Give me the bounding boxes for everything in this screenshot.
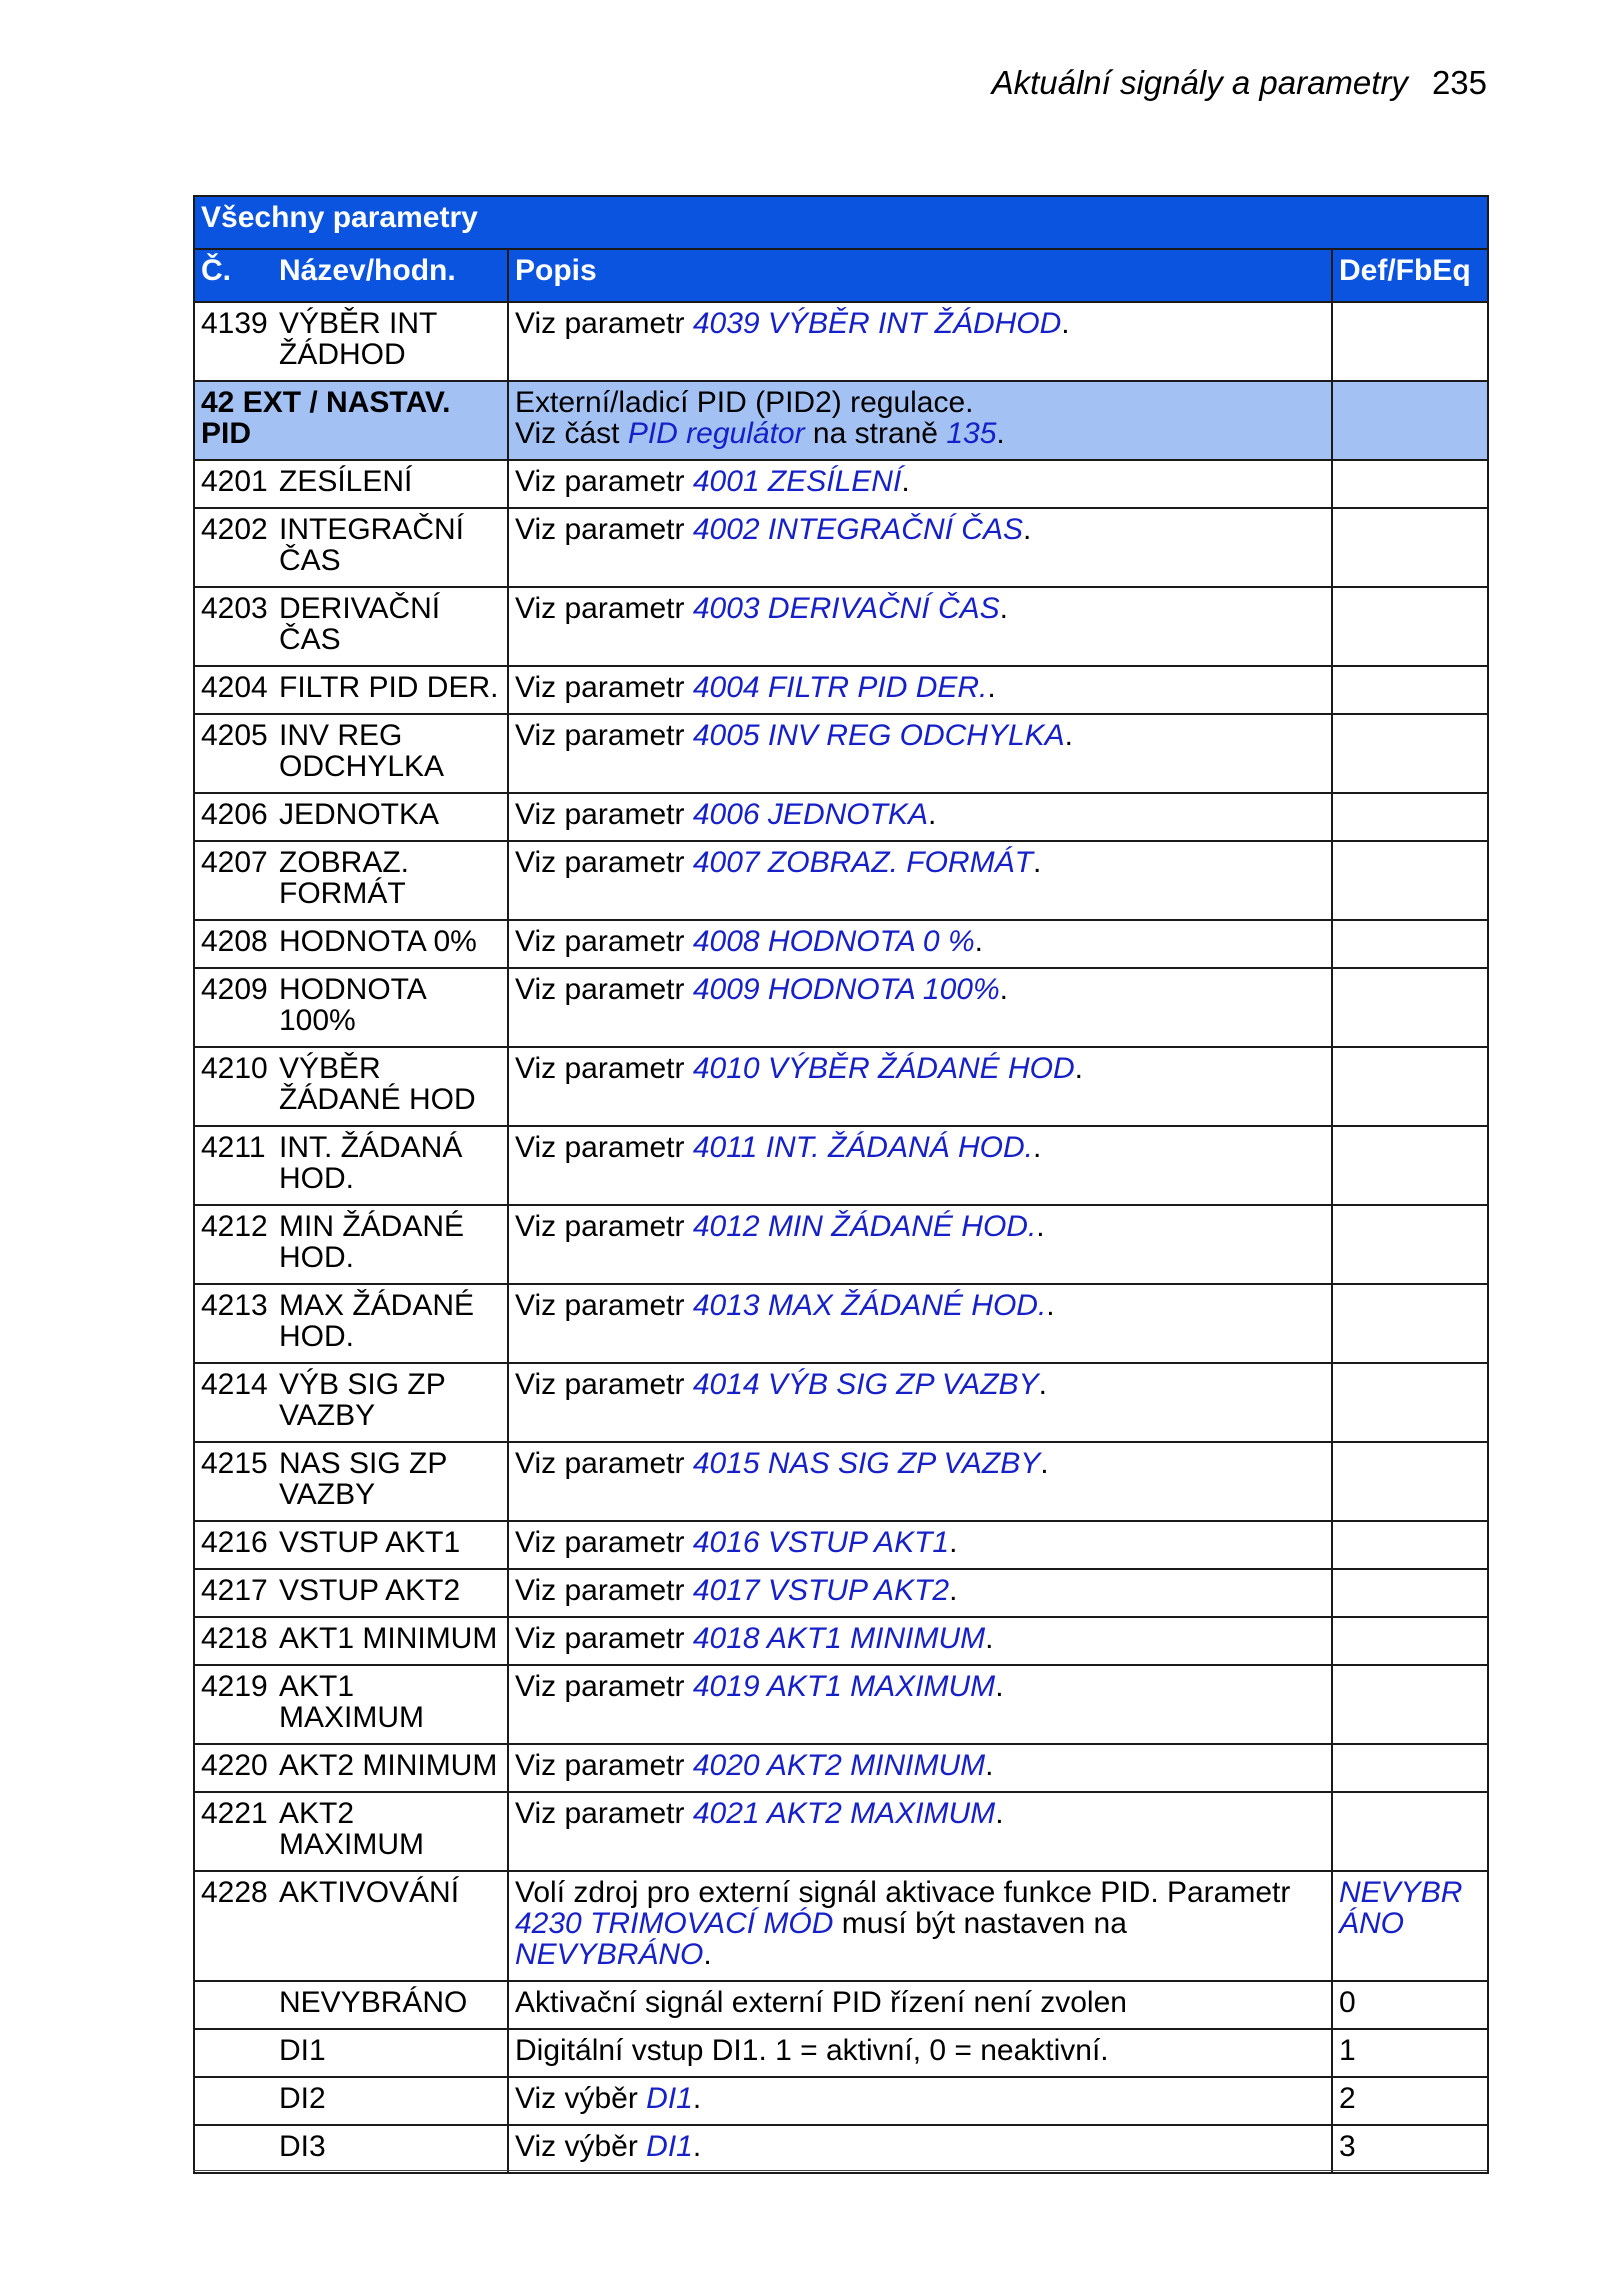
page-number: 235 (1431, 64, 1487, 101)
table-row (194, 841, 1488, 920)
parameter-description (508, 2125, 1332, 2173)
parameter-number: 4202 (194, 508, 279, 587)
default-value (1332, 1047, 1488, 1126)
parameter-name: AKT2 MAXIMUM (279, 1792, 508, 1871)
description-text: . (995, 1797, 1004, 1830)
table-row (194, 1047, 1488, 1126)
description-text: . (999, 592, 1008, 625)
parameter-name: AKT2 MINIMUM (279, 1744, 508, 1792)
description-text: . (1061, 307, 1070, 340)
parameter-description (508, 666, 1332, 714)
group-description (508, 381, 1332, 460)
description-text: . (1032, 846, 1042, 879)
cross-reference-link[interactable]: 4017 VSTUP AKT2 (692, 1574, 950, 1607)
table-row (194, 1665, 1488, 1744)
parameter-description (508, 920, 1332, 968)
cross-reference-link[interactable]: 4002 INTEGRAČNÍ ČAS (692, 513, 1023, 546)
table-row (194, 2125, 1488, 2173)
default-value (1332, 793, 1488, 841)
table-row (194, 1617, 1488, 1665)
parameter-description (508, 508, 1332, 587)
default-value (1332, 1442, 1488, 1521)
default-value (1332, 1665, 1488, 1744)
cross-reference-link[interactable]: 4039 VÝBĚR INT ŽÁDHOD (692, 307, 1062, 340)
parameter-number: 4217 (194, 1569, 279, 1617)
description-text: Viz parametr (515, 465, 693, 498)
parameter-description (508, 460, 1332, 508)
description-text: . (987, 671, 996, 704)
parameter-number: 4209 (194, 968, 279, 1047)
description-text: . (985, 1622, 994, 1655)
parameter-name: ZESÍLENÍ (279, 460, 508, 508)
parameter-description (508, 1521, 1332, 1569)
footer-rule (193, 2170, 1487, 2171)
parameter-name: DI3 (279, 2125, 508, 2173)
cross-reference-link[interactable]: 4011 INT. ŽÁDANÁ HOD. (692, 1131, 1033, 1164)
default-value (1332, 1617, 1488, 1665)
group-description-line: Externí/ladicí PID (PID2) regulace. (515, 386, 974, 419)
parameter-description (508, 1284, 1332, 1363)
parameter-name: INTEGRAČNÍ ČAS (279, 508, 508, 587)
cross-reference-link[interactable]: 4006 JEDNOTKA (692, 798, 928, 831)
description-text: . (985, 1749, 994, 1782)
parameter-number (194, 2029, 279, 2077)
table-row (194, 793, 1488, 841)
description-text: Viz parametr (515, 719, 693, 752)
parameter-name: MIN ŽÁDANÉ HOD. (279, 1205, 508, 1284)
description-text: Viz parametr (515, 1052, 693, 1085)
parameter-description (508, 1665, 1332, 1744)
parameter-name: DERIVAČNÍ ČAS (279, 587, 508, 666)
default-value (1332, 1569, 1488, 1617)
parameter-description (508, 1871, 1332, 1981)
description-text: Viz výběr (515, 2130, 647, 2163)
parameter-description (508, 587, 1332, 666)
cross-reference-link[interactable]: 4016 VSTUP AKT1 (692, 1526, 950, 1559)
description-text: . (901, 465, 910, 498)
table-row (194, 666, 1488, 714)
cross-reference-link[interactable]: 4013 MAX ŽÁDANÉ HOD. (692, 1289, 1047, 1322)
parameter-number: 4206 (194, 793, 279, 841)
description-text: Viz parametr (515, 1526, 693, 1559)
parameter-description (508, 302, 1332, 381)
parameter-name: NAS SIG ZP VAZBY (279, 1442, 508, 1521)
parameter-description (508, 714, 1332, 793)
default-value: 3 (1332, 2125, 1488, 2173)
description-text: Viz parametr (515, 925, 693, 958)
parameter-description (508, 1792, 1332, 1871)
default-value (1332, 920, 1488, 968)
parameter-number: 4203 (194, 587, 279, 666)
table-group-row (194, 381, 1488, 460)
page-reference-link[interactable]: 135 (946, 417, 997, 450)
description-text: Viz část (515, 417, 628, 450)
parameter-description (508, 1047, 1332, 1126)
description-text: . (1032, 1131, 1042, 1164)
parameter-description (508, 2077, 1332, 2125)
default-value-link[interactable]: NEVYBRÁNO (1339, 1876, 1463, 1940)
table-row (194, 1284, 1488, 1363)
parameter-name: DI1 (279, 2029, 508, 2077)
default-value (1332, 714, 1488, 793)
cross-reference-link[interactable]: 4009 HODNOTA 100% (692, 973, 1000, 1006)
parameter-number: 4201 (194, 460, 279, 508)
description-text: Viz parametr (515, 846, 693, 879)
parameter-name: VSTUP AKT1 (279, 1521, 508, 1569)
default-value (1332, 1744, 1488, 1792)
parameter-number: 4221 (194, 1792, 279, 1871)
table-row (194, 1442, 1488, 1521)
parameter-name: AKT1 MINIMUM (279, 1617, 508, 1665)
table-title: Všechny parametry (194, 196, 1488, 249)
description-text: . (1040, 1447, 1049, 1480)
description-text: . (927, 798, 937, 831)
default-value (1332, 1792, 1488, 1871)
default-value (1332, 587, 1488, 666)
cross-reference-link[interactable]: 4014 VÝB SIG ZP VAZBY (692, 1368, 1039, 1401)
description-text: . (995, 1670, 1004, 1703)
parameter-name: AKT1 MAXIMUM (279, 1665, 508, 1744)
cross-reference-link[interactable]: 4019 AKT1 MAXIMUM (692, 1670, 996, 1703)
description-text: Viz parametr (515, 1574, 693, 1607)
cross-reference-link[interactable]: DI1 (646, 2082, 693, 2115)
parameter-description (508, 793, 1332, 841)
table-row (194, 2077, 1488, 2125)
description-text: . (1022, 513, 1032, 546)
table-row (194, 1744, 1488, 1792)
parameter-description (508, 968, 1332, 1047)
default-value: 0 (1332, 1981, 1488, 2029)
table-row (194, 508, 1488, 587)
parameter-name: VSTUP AKT2 (279, 1569, 508, 1617)
cross-reference-link[interactable]: 4021 AKT2 MAXIMUM (692, 1797, 996, 1830)
parameter-number: 4214 (194, 1363, 279, 1442)
table-row (194, 1792, 1488, 1871)
table-row (194, 1871, 1488, 1981)
cross-reference-link[interactable]: 4003 DERIVAČNÍ ČAS (692, 592, 1000, 625)
parameter-description (508, 1744, 1332, 1792)
description-text: Viz parametr (515, 671, 693, 704)
default-cell (1332, 381, 1488, 460)
description-text: . (703, 1938, 712, 1971)
parameter-name: VÝBĚR ŽÁDANÉ HOD (279, 1047, 508, 1126)
parameter-description (508, 1442, 1332, 1521)
parameter-name: DI2 (279, 2077, 508, 2125)
description-text: . (974, 925, 983, 958)
default-value (1332, 841, 1488, 920)
parameter-number: 4216 (194, 1521, 279, 1569)
description-text: . (1074, 1052, 1083, 1085)
parameters-table (193, 195, 1489, 2174)
description-text: . (1038, 1368, 1047, 1401)
description-text: Viz výběr (515, 2082, 647, 2115)
default-value: 1 (1332, 2029, 1488, 2077)
parameter-description: Aktivační signál externí PID řízení není zvolen (508, 1981, 1332, 2029)
parameter-name: NEVYBRÁNO (279, 1981, 508, 2029)
parameter-description (508, 1126, 1332, 1205)
default-value (1332, 666, 1488, 714)
description-text: Viz parametr (515, 973, 693, 1006)
table-header-row (194, 249, 1488, 302)
description-text: . (996, 417, 1005, 450)
cross-reference-link[interactable]: 4018 AKT1 MINIMUM (692, 1622, 986, 1655)
description-text: Viz parametr (515, 798, 693, 831)
description-text: na straně (804, 417, 947, 450)
parameter-number: 4219 (194, 1665, 279, 1744)
parameter-description (508, 1363, 1332, 1442)
description-text: Viz parametr (515, 307, 693, 340)
cross-reference-link[interactable]: 4020 AKT2 MINIMUM (692, 1749, 986, 1782)
parameter-name: VÝB SIG ZP VAZBY (279, 1363, 508, 1442)
table-title-row (194, 196, 1488, 249)
parameter-name: HODNOTA 0% (279, 920, 508, 968)
parameter-number (194, 1981, 279, 2029)
parameter-number: 4205 (194, 714, 279, 793)
default-value (1332, 1363, 1488, 1442)
default-value (1332, 1284, 1488, 1363)
cross-reference-link[interactable]: 4004 FILTR PID DER. (692, 671, 988, 704)
parameter-name: FILTR PID DER. (279, 666, 508, 714)
parameter-number: 4218 (194, 1617, 279, 1665)
parameter-number (194, 2125, 279, 2173)
cross-reference-link[interactable]: 4015 NAS SIG ZP VAZBY (692, 1447, 1041, 1480)
description-text: Viz parametr (515, 592, 693, 625)
column-header-default: Def/FbEq (1332, 249, 1488, 302)
description-text: Viz parametr (515, 1210, 693, 1243)
parameter-description (508, 1205, 1332, 1284)
description-text: . (1036, 1210, 1045, 1243)
parameter-name: INV REG ODCHYLKA (279, 714, 508, 793)
table-row (194, 302, 1488, 381)
parameter-number: 4207 (194, 841, 279, 920)
cross-reference-link[interactable]: 4010 VÝBĚR ŽÁDANÉ HOD (692, 1052, 1075, 1085)
table-row (194, 1205, 1488, 1284)
table-row (194, 587, 1488, 666)
default-value (1332, 1205, 1488, 1284)
cross-reference-link[interactable]: 4001 ZESÍLENÍ (692, 465, 902, 498)
cross-reference-link[interactable]: 4230 TRIMOVACÍ MÓD (515, 1907, 834, 1940)
parameter-description (508, 841, 1332, 920)
parameter-number: 4228 (194, 1871, 279, 1981)
parameter-number: 4208 (194, 920, 279, 968)
default-value (1332, 460, 1488, 508)
table-row (194, 714, 1488, 793)
parameter-name: ZOBRAZ. FORMÁT (279, 841, 508, 920)
parameter-number: 4204 (194, 666, 279, 714)
table-row (194, 1363, 1488, 1442)
parameter-name: INT. ŽÁDANÁ HOD. (279, 1126, 508, 1205)
default-value (1332, 302, 1488, 381)
table-row (194, 1569, 1488, 1617)
description-text: . (949, 1574, 958, 1607)
default-value (1332, 1521, 1488, 1569)
description-text: Volí zdroj pro externí signál aktivace funkce PID. Parametr (515, 1876, 1291, 1909)
description-text: Viz parametr (515, 1670, 693, 1703)
parameter-name: HODNOTA 100% (279, 968, 508, 1047)
parameter-name: MAX ŽÁDANÉ HOD. (279, 1284, 508, 1363)
parameter-number: 4220 (194, 1744, 279, 1792)
description-text: Viz parametr (515, 1797, 693, 1830)
description-text: Viz parametr (515, 513, 693, 546)
description-text: . (692, 2130, 702, 2163)
table-row (194, 968, 1488, 1047)
default-value (1332, 508, 1488, 587)
cross-reference-link[interactable]: 4005 INV REG ODCHYLKA (692, 719, 1065, 752)
default-value (1332, 1126, 1488, 1205)
parameter-number (194, 2077, 279, 2125)
description-text: Viz parametr (515, 1368, 693, 1401)
description-text: Viz parametr (515, 1131, 693, 1164)
parameter-name: VÝBĚR INT ŽÁDHOD (279, 302, 508, 381)
table-row (194, 460, 1488, 508)
description-text: . (999, 973, 1008, 1006)
column-header-name: Název/hodn. (279, 249, 508, 302)
parameter-name: JEDNOTKA (279, 793, 508, 841)
running-header (992, 66, 1487, 99)
group-name: 42 EXT / NASTAV. PID (194, 381, 508, 460)
description-text: Viz parametr (515, 1622, 693, 1655)
column-header-number: Č. (194, 249, 279, 302)
parameter-description (508, 1617, 1332, 1665)
parameter-number: 4210 (194, 1047, 279, 1126)
parameter-number: 4213 (194, 1284, 279, 1363)
cross-reference-link[interactable]: PID regulátor (627, 417, 805, 450)
table-row (194, 1126, 1488, 1205)
parameter-number: 4215 (194, 1442, 279, 1521)
parameter-name: AKTIVOVÁNÍ (279, 1871, 508, 1981)
table-row (194, 920, 1488, 968)
table-row (194, 2029, 1488, 2077)
cross-reference-link[interactable]: NEVYBRÁNO (515, 1938, 704, 1971)
parameter-number: 4212 (194, 1205, 279, 1284)
cross-reference-link[interactable]: DI1 (646, 2130, 693, 2163)
description-text: Viz parametr (515, 1749, 693, 1782)
parameter-description (508, 1569, 1332, 1617)
column-header-description: Popis (508, 249, 1332, 302)
cross-reference-link[interactable]: 4008 HODNOTA 0 % (692, 925, 975, 958)
default-value: 2 (1332, 2077, 1488, 2125)
table-row (194, 1521, 1488, 1569)
default-value (1332, 968, 1488, 1047)
description-text: . (1064, 719, 1074, 752)
parameter-number: 4139 (194, 302, 279, 381)
description-text: . (949, 1526, 958, 1559)
section-title: Aktuální signály a parametry (991, 64, 1408, 101)
parameter-number: 4211 (194, 1126, 279, 1205)
description-text: . (1046, 1289, 1055, 1322)
cross-reference-link[interactable]: 4007 ZOBRAZ. FORMÁT (692, 846, 1033, 879)
parameter-description: Digitální vstup DI1. 1 = aktivní, 0 = neaktivní. (508, 2029, 1332, 2077)
description-text: Viz parametr (515, 1289, 693, 1322)
table-row (194, 1981, 1488, 2029)
default-value (1332, 1871, 1488, 1981)
description-text: Viz parametr (515, 1447, 693, 1480)
description-text: . (692, 2082, 702, 2115)
description-text: musí být nastaven na (833, 1907, 1127, 1940)
cross-reference-link[interactable]: 4012 MIN ŽÁDANÉ HOD. (692, 1210, 1037, 1243)
